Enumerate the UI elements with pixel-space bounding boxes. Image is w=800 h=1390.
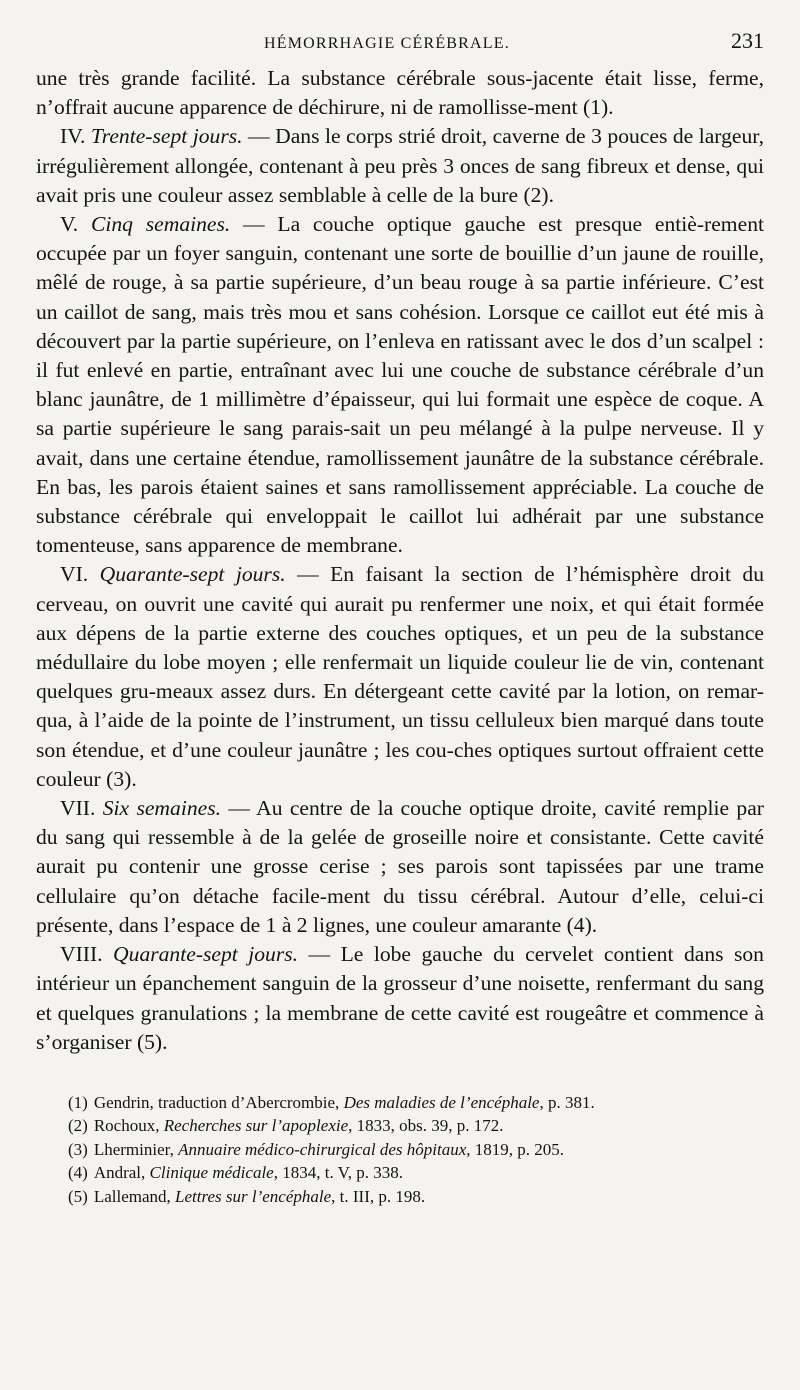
- running-title: HÉMORRHAGIE CÉRÉBRALE.: [264, 35, 510, 52]
- case-duration: Six semaines.: [102, 796, 222, 821]
- footnote-title: Des maladies de l’encéphale: [343, 1092, 540, 1112]
- case-paragraph-viii: [36, 940, 764, 1057]
- case-paragraph-v: [36, 210, 764, 560]
- case-number: VIII.: [60, 942, 103, 967]
- case-duration: Quarante-sept jours.: [113, 942, 299, 967]
- footnote-number: (4): [68, 1163, 88, 1183]
- case-paragraph-vii: [36, 794, 764, 940]
- footnote-reference: , 1819, p. 205.: [466, 1139, 565, 1159]
- footnote-author: Andral,: [93, 1163, 150, 1183]
- page-header: [36, 28, 764, 58]
- footnote: [68, 1185, 764, 1209]
- footnote-number: (1): [68, 1092, 88, 1112]
- footnote: [68, 1091, 764, 1115]
- footnote-reference: , 1834, t. V, p. 338.: [273, 1163, 403, 1183]
- case-text: — La couche optique gauche est presque entiè-rement occupée par un foyer sanguin, contenant une sorte de bouillie d’un jaune de rouille, mêlé de rouge, à sa partie supérieure, d’un beau rouge à sa partie inférieure. C’est un caillot de sang, mais très mou et sans cohésion. Lorsque ce caillot eut été mis à découvert par la partie supérieure, on l’enleva en ratissant avec le dos d’un scalpel : il fut enlevé en partie, entraînant avec lui une couche de substance cérébrale d’un blanc jaunâtre, de 1 millimètre d’épaisseur, qui lui formait une espèce de coque. A sa partie supérieure le sang parais-sait un peu mélangé à la pulpe nerveuse. Il y avait, dans une certaine étendue, ramollissement jaunâtre de la substance cérébrale. En bas, les parois étaient saines et sans ramollissement appréciable. La couche de substance cérébrale qui enveloppait le caillot lui adhérait par une substance tomenteuse, sans apparence de membrane.: [36, 212, 764, 558]
- footnote-reference: , t. III, p. 198.: [331, 1186, 426, 1206]
- footnote-number: (5): [68, 1186, 88, 1206]
- footnote: [68, 1161, 764, 1185]
- continuation-paragraph: une très grande facilité. La substance cérébrale sous-jacente était lisse, ferme, n’offrait aucune apparence de déchirure, ni de ramollisse-ment (1).: [36, 66, 764, 120]
- footnote: [68, 1138, 764, 1162]
- case-duration: Quarante-sept jours.: [99, 562, 286, 587]
- footnote-number: (2): [68, 1116, 88, 1136]
- footnotes: [36, 1091, 764, 1209]
- footnote-title: Clinique médicale: [149, 1163, 274, 1183]
- footnote-title: Recherches sur l’apoplexie: [163, 1116, 349, 1136]
- case-number: V.: [60, 212, 79, 237]
- case-paragraph-iv: [36, 122, 764, 210]
- case-text: — En faisant la section de l’hémisphère droit du cerveau, on ouvrit une cavité qui aurait pu renfermer une noix, et qui était formée aux dépens de la partie externe des couches optiques, et un peu de la substance médullaire du lobe moyen ; elle renfermait un liquide couleur lie de vin, contenant quelques gru-meaux assez durs. En détergeant cette cavité par la lotion, on remar-qua, à l’aide de la pointe de l’instrument, un tissu celluleux bien marqué dans toute son étendue, et d’une couleur jaunâtre ; les cou-ches optiques surtout offraient cette couleur (3).: [36, 562, 764, 791]
- case-duration: Trente-sept jours.: [90, 124, 243, 149]
- case-text: — Le lobe gauche du cervelet contient dans son intérieur un épanchement sanguin de la grosseur d’une noisette, renfermant du sang et quelques granulations ; la membrane de cette cavité est rougeâtre et commence à s’organiser (5).: [36, 942, 764, 1054]
- case-text: — Dans le corps strié droit, caverne de 3 pouces de largeur, irrégulièrement allongée, contenant à peu près 3 onces de sang fibreux et dense, qui avait pris une couleur assez semblable à celle de la bure (2).: [36, 124, 765, 207]
- case-number: VI.: [60, 562, 89, 587]
- footnote-author: Lherminier,: [93, 1139, 179, 1159]
- footnote-number: (3): [68, 1139, 88, 1159]
- footnote-title: Lettres sur l’encéphale: [175, 1186, 332, 1206]
- case-text: — Au centre de la couche optique droite, cavité remplie par du sang qui ressemble à de la gelée de groseille noire et consistante. Cette cavité aurait pu contenir une grosse cerise ; ses parois sont tapissées par une trame cellulaire qu’on détache facile-ment du tissu cérébral. Autour d’elle, celui-ci présente, dans l’espace de 1 à 2 lignes, une couleur amarante (4).: [36, 796, 765, 937]
- footnote-author: Rochoux,: [93, 1116, 164, 1136]
- case-duration: Cinq semaines.: [90, 212, 231, 237]
- footnote-reference: , 1833, obs. 39, p. 172.: [348, 1116, 504, 1136]
- page-number: 231: [731, 28, 764, 53]
- main-text: [36, 64, 764, 1057]
- footnote-author: Lallemand,: [93, 1186, 176, 1206]
- footnote-title: Annuaire médico-chirurgical des hôpitaux: [178, 1139, 467, 1159]
- case-paragraph-vi: [36, 560, 764, 794]
- case-number: VII.: [60, 796, 96, 821]
- footnote-author: Gendrin, traduction d’Abercrombie,: [93, 1092, 344, 1112]
- case-number: IV.: [60, 124, 86, 149]
- footnote-reference: , p. 381.: [539, 1092, 595, 1112]
- footnote: [68, 1114, 764, 1138]
